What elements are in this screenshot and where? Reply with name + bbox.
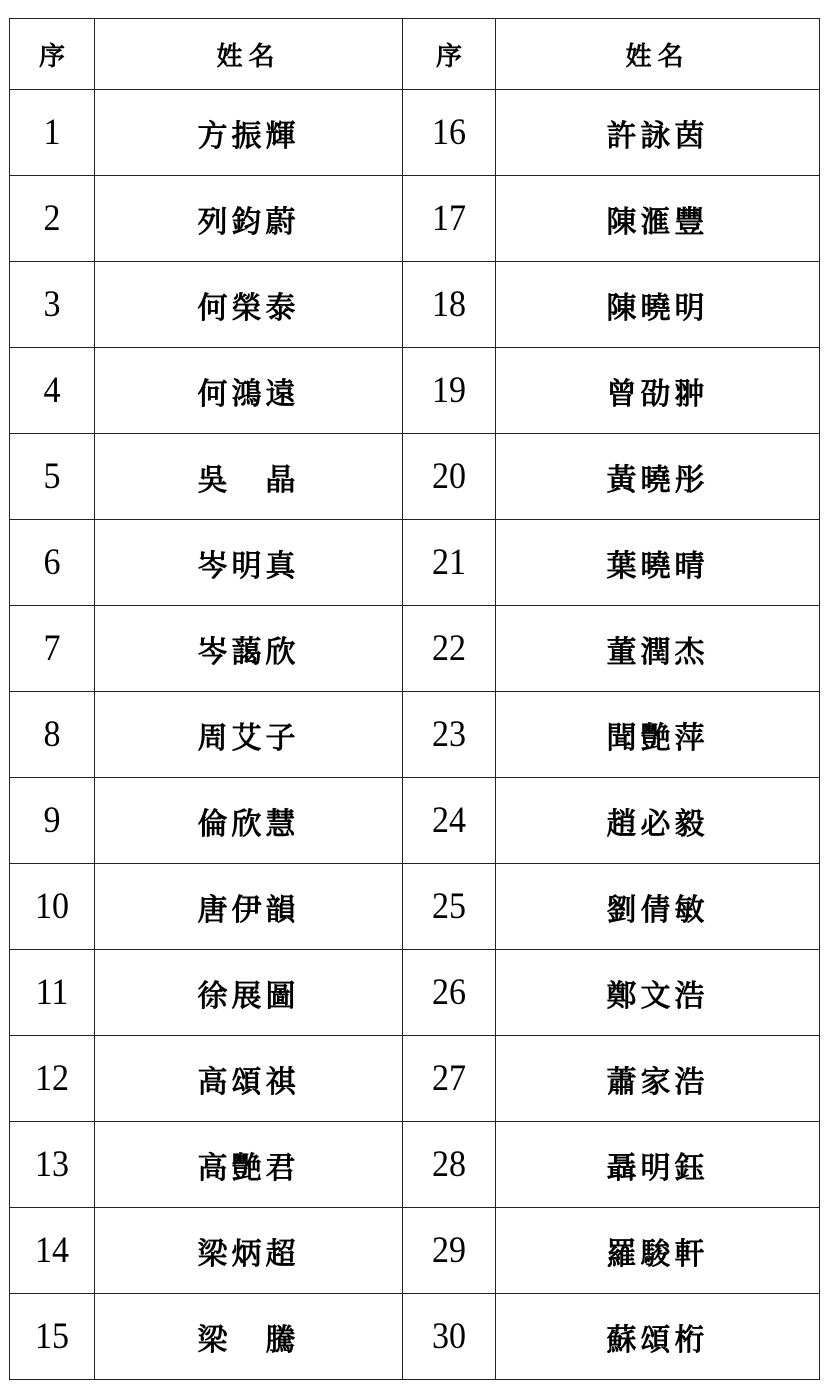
row-number-right: 27 <box>403 1032 496 1125</box>
table-row <box>10 176 820 262</box>
row-number-left: 11 <box>10 946 95 1039</box>
table-row <box>10 1036 820 1122</box>
row-number-left: 10 <box>10 860 95 953</box>
table-row <box>10 1122 820 1208</box>
person-name-right: 劉倩敏 <box>496 864 820 950</box>
row-number-right: 18 <box>403 258 496 351</box>
person-name-left: 列鈞蔚 <box>95 176 403 262</box>
header-number-right: 序 <box>403 19 496 90</box>
person-name-right: 董潤杰 <box>496 606 820 692</box>
roster-body <box>10 90 820 1380</box>
person-name-right: 黃曉彤 <box>496 434 820 520</box>
row-number-right: 29 <box>403 1204 496 1297</box>
row-number-right: 16 <box>403 86 496 179</box>
person-name-right: 鄭文浩 <box>496 950 820 1036</box>
row-number-right: 17 <box>403 172 496 265</box>
person-name-right: 曾劭翀 <box>496 348 820 434</box>
row-number-left: 2 <box>10 172 95 265</box>
table-row <box>10 1294 820 1380</box>
row-number-right: 25 <box>403 860 496 953</box>
person-name-left: 岑明真 <box>95 520 403 606</box>
row-number-right: 28 <box>403 1118 496 1211</box>
row-number-right: 26 <box>403 946 496 1039</box>
row-number-right: 23 <box>403 688 496 781</box>
person-name-left: 倫欣慧 <box>95 778 403 864</box>
row-number-left: 3 <box>10 258 95 351</box>
person-name-right: 趙必毅 <box>496 778 820 864</box>
table-row <box>10 520 820 606</box>
person-name-right: 蕭家浩 <box>496 1036 820 1122</box>
person-name-left: 方振輝 <box>95 90 403 176</box>
header-row <box>10 19 820 90</box>
table-row <box>10 864 820 950</box>
person-name-left: 周艾子 <box>95 692 403 778</box>
row-number-left: 13 <box>10 1118 95 1211</box>
row-number-right: 19 <box>403 344 496 437</box>
row-number-left: 9 <box>10 774 95 867</box>
person-name-left: 高艷君 <box>95 1122 403 1208</box>
row-number-left: 6 <box>10 516 95 609</box>
name-roster-table <box>9 18 820 1380</box>
row-number-left: 1 <box>10 86 95 179</box>
table-row <box>10 606 820 692</box>
row-number-left: 12 <box>10 1032 95 1125</box>
person-name-left: 唐伊韻 <box>95 864 403 950</box>
row-number-left: 7 <box>10 602 95 695</box>
row-number-right: 21 <box>403 516 496 609</box>
header-name-left: 姓名 <box>95 19 403 90</box>
table-row <box>10 692 820 778</box>
person-name-right: 羅駿軒 <box>496 1208 820 1294</box>
person-name-left: 岑藹欣 <box>95 606 403 692</box>
row-number-right: 24 <box>403 774 496 867</box>
table-row <box>10 950 820 1036</box>
table-row <box>10 434 820 520</box>
row-number-left: 15 <box>10 1290 95 1383</box>
table-row <box>10 778 820 864</box>
row-number-right: 30 <box>403 1290 496 1383</box>
person-name-right: 聞艷萍 <box>496 692 820 778</box>
person-name-left: 吳 晶 <box>95 434 403 520</box>
row-number-left: 5 <box>10 430 95 523</box>
row-number-right: 22 <box>403 602 496 695</box>
row-number-left: 8 <box>10 688 95 781</box>
row-number-right: 20 <box>403 430 496 523</box>
header-name-right: 姓名 <box>496 19 820 90</box>
person-name-left: 徐展圖 <box>95 950 403 1036</box>
header-number-left: 序 <box>10 19 95 90</box>
person-name-right: 聶明鈺 <box>496 1122 820 1208</box>
person-name-right: 葉曉晴 <box>496 520 820 606</box>
person-name-left: 何榮泰 <box>95 262 403 348</box>
table-row <box>10 1208 820 1294</box>
person-name-right: 陳滙豐 <box>496 176 820 262</box>
row-number-left: 4 <box>10 344 95 437</box>
person-name-left: 梁炳超 <box>95 1208 403 1294</box>
table-row <box>10 90 820 176</box>
person-name-right: 蘇頌桁 <box>496 1294 820 1380</box>
person-name-left: 梁 騰 <box>95 1294 403 1380</box>
table-row <box>10 348 820 434</box>
table-row <box>10 262 820 348</box>
person-name-right: 陳曉明 <box>496 262 820 348</box>
person-name-right: 許詠茵 <box>496 90 820 176</box>
person-name-left: 高頌祺 <box>95 1036 403 1122</box>
person-name-left: 何鴻遠 <box>95 348 403 434</box>
row-number-left: 14 <box>10 1204 95 1297</box>
